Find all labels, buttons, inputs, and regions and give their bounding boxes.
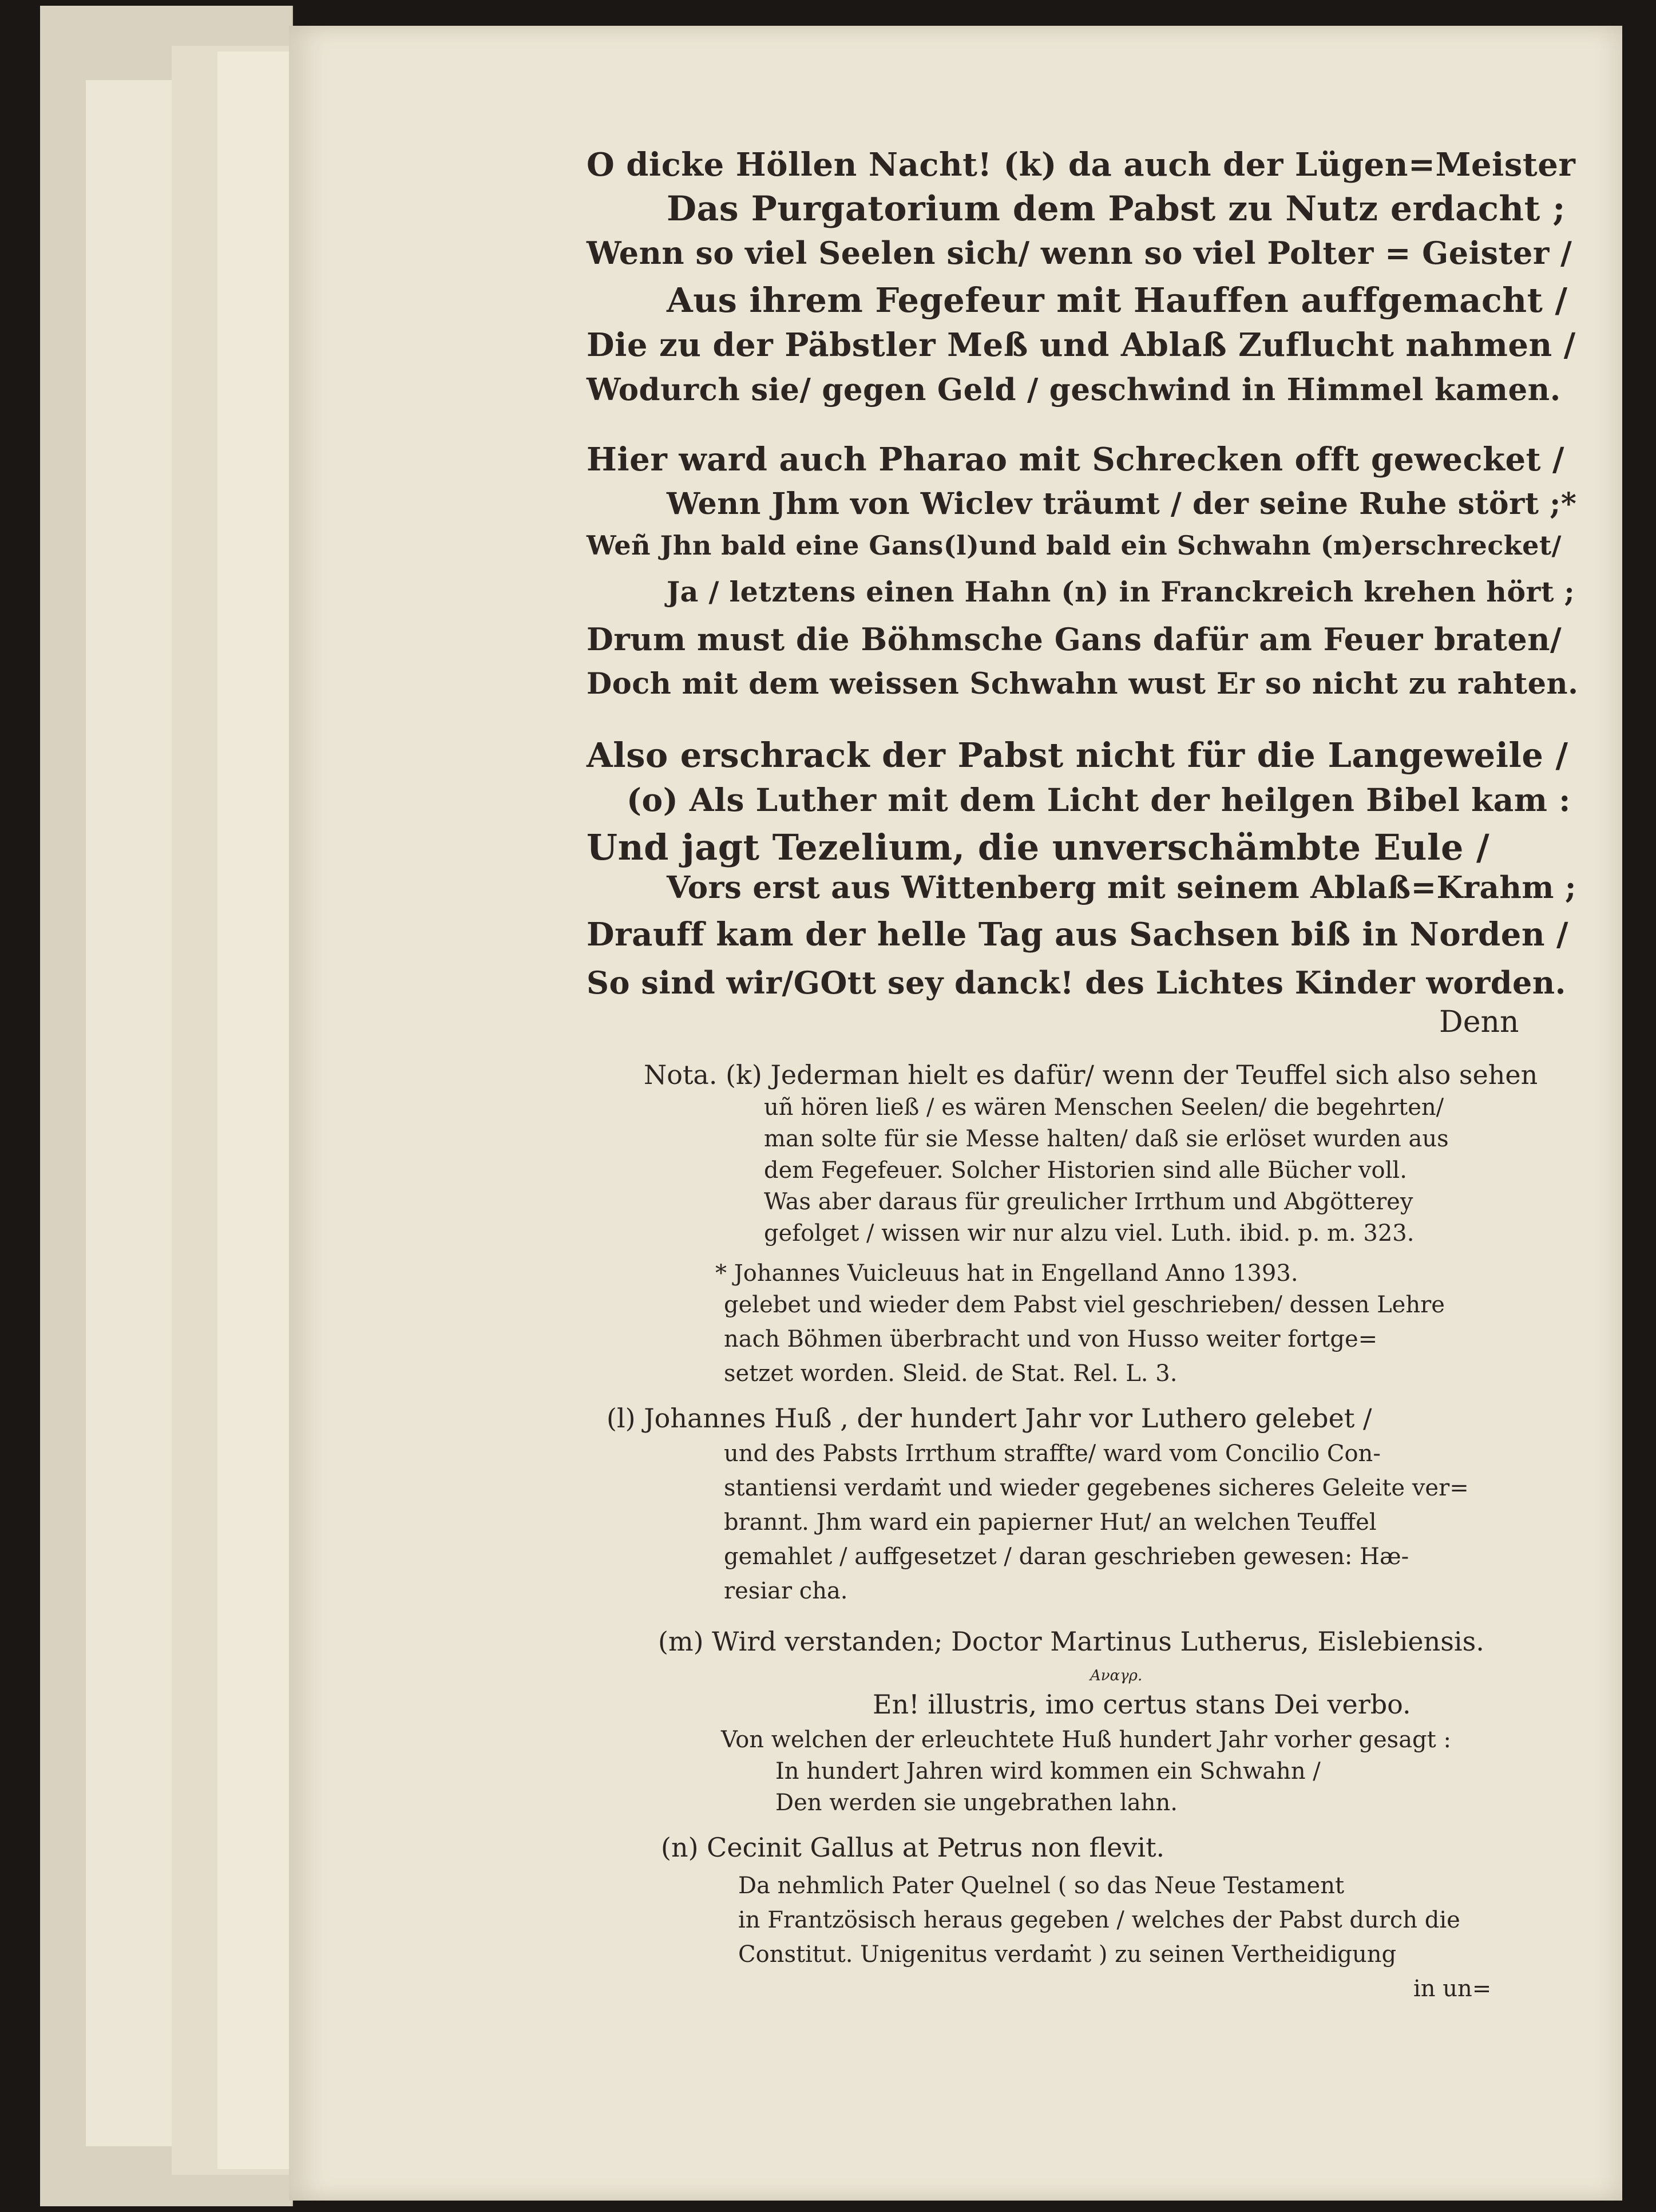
- stanza2-line1: Hier ward auch Pharao mit Schrecken offt gewecket /: [587, 441, 1564, 478]
- stanza1-line6: Wodurch sie/ gegen Geld / geschwind in Himmel kamen.: [587, 372, 1561, 407]
- note-star-line3: nach Böhmen überbracht und von Husso weiter fortge=: [724, 1326, 1378, 1352]
- stanza2-line5: Drum must die Böhmsche Gans dafür am Feuer braten/: [587, 621, 1562, 658]
- note-k-line2: uñ hören ließ / es wären Menschen Seelen/ die begehrten/: [764, 1094, 1444, 1121]
- note-l-line4: brannt. Jhm ward ein papierner Hut/ an welchen Teuffel: [724, 1509, 1377, 1536]
- note-n-line4: Constitut. Unigenitus verdaṁt ) zu seinen Vertheidigung: [738, 1941, 1397, 1968]
- note-l-line5: gemahlet / auffgesetzet / daran geschrieben gewesen: Hæ-: [724, 1544, 1409, 1570]
- note-k-line3: man solte für sie Messe halten/ daß sie erlöset wurden aus: [764, 1126, 1449, 1152]
- stanza1-line5: Die zu der Päbstler Meß und Ablaß Zuflucht nahmen /: [587, 326, 1576, 364]
- stanza3-line4: Vors erst aus Wittenberg mit seinem Ablaß=Krahm ;: [667, 870, 1576, 905]
- note-star-line4: setzet worden. Sleid. de Stat. Rel. L. 3.: [724, 1360, 1178, 1387]
- stanza3-line2: (o) Als Luther mit dem Licht der heilgen Bibel kam :: [627, 781, 1571, 818]
- note-n-line3: in Frantzösisch heraus gegeben / welches der Pabst durch die: [738, 1907, 1460, 1933]
- stanza1-line1: O dicke Höllen Nacht! (k) da auch der Lügen=Meister: [587, 146, 1576, 184]
- note-k-line5: Was aber daraus für greulicher Irrthum und Abgötterey: [764, 1189, 1413, 1215]
- catchword: Denn: [1439, 1005, 1519, 1039]
- note-m-line2: En! illustris, imo certus stans Dei verbo.: [873, 1689, 1411, 1720]
- note-k-line6: gefolget / wissen wir nur alzu viel. Luth. ibid. p. m. 323.: [764, 1220, 1415, 1247]
- note-n-line1: (n) Cecinit Gallus at Petrus non flevit.: [661, 1832, 1165, 1863]
- stanza3-line1: Also erschrack der Pabst nicht für die Langeweile /: [587, 735, 1568, 775]
- note-m-anagram-label: Αναγρ.: [1090, 1667, 1143, 1684]
- stanza2-line2: Wenn Jhm von Wiclev träumt / der seine Ruhe stört ;*: [667, 486, 1577, 521]
- stanza3-line3: Und jagt Tezelium, die unverschämbte Eule /: [587, 826, 1490, 868]
- stanza2-line3: Weñ Jhn bald eine Gans(l)und bald ein Schwahn (m)erschrecket/: [587, 530, 1562, 561]
- note-m-line3: Von welchen der erleuchtete Huß hundert Jahr vorher gesagt :: [721, 1727, 1451, 1753]
- stanza1-line2: Das Purgatorium dem Pabst zu Nutz erdacht ;: [667, 189, 1566, 229]
- stanza2-line4: Ja / letztens einen Hahn (n) in Franckreich krehen hört ;: [667, 575, 1575, 608]
- note-k-line4: dem Fegefeuer. Solcher Historien sind alle Bücher voll.: [764, 1157, 1407, 1184]
- book-page: [289, 26, 1622, 2201]
- note-m-line5: Den werden sie ungebrathen lahn.: [775, 1790, 1178, 1816]
- note-star-line1: * Johannes Vuicleuus hat in Engelland Anno 1393.: [715, 1260, 1298, 1287]
- stanza2-line6: Doch mit dem weissen Schwahn wust Er so nicht zu rahten.: [587, 667, 1579, 701]
- stanza3-line6: So sind wir/GOtt sey danck! des Lichtes Kinder worden.: [587, 964, 1566, 1001]
- note-k-line1: Nota. (k) Jederman hielt es dafür/ wenn der Teuffel sich also sehen: [644, 1059, 1538, 1090]
- note-n-line2: Da nehmlich Pater Quelnel ( so das Neue Testament: [738, 1873, 1345, 1899]
- note-l-line6: resiar cha.: [724, 1578, 848, 1604]
- note-m-line4: In hundert Jahren wird kommen ein Schwahn /: [775, 1758, 1321, 1784]
- note-l-line2: und des Pabsts Irrthum straffte/ ward vom Concilio Con-: [724, 1441, 1381, 1467]
- stanza1-line4: Aus ihrem Fegefeur mit Hauffen auffgemacht /: [667, 280, 1568, 320]
- note-l-line1: (l) Johannes Huß , der hundert Jahr vor Luthero gelebet /: [607, 1403, 1372, 1434]
- note-star-line2: gelebet und wieder dem Pabst viel geschrieben/ dessen Lehre: [724, 1292, 1445, 1318]
- note-l-line3: stantiensi verdaṁt und wieder gegebenes sicheres Geleite ver=: [724, 1475, 1469, 1501]
- stanza3-line5: Drauff kam der helle Tag aus Sachsen biß in Norden /: [587, 916, 1569, 953]
- stanza1-line3: Wenn so viel Seelen sich/ wenn so viel Polter = Geister /: [587, 235, 1572, 271]
- page-text: [289, 26, 1622, 2201]
- note-n-line5: in un=: [1413, 1976, 1492, 2002]
- note-m-line1: (m) Wird verstanden; Doctor Martinus Lutherus, Eislebiensis.: [658, 1626, 1484, 1657]
